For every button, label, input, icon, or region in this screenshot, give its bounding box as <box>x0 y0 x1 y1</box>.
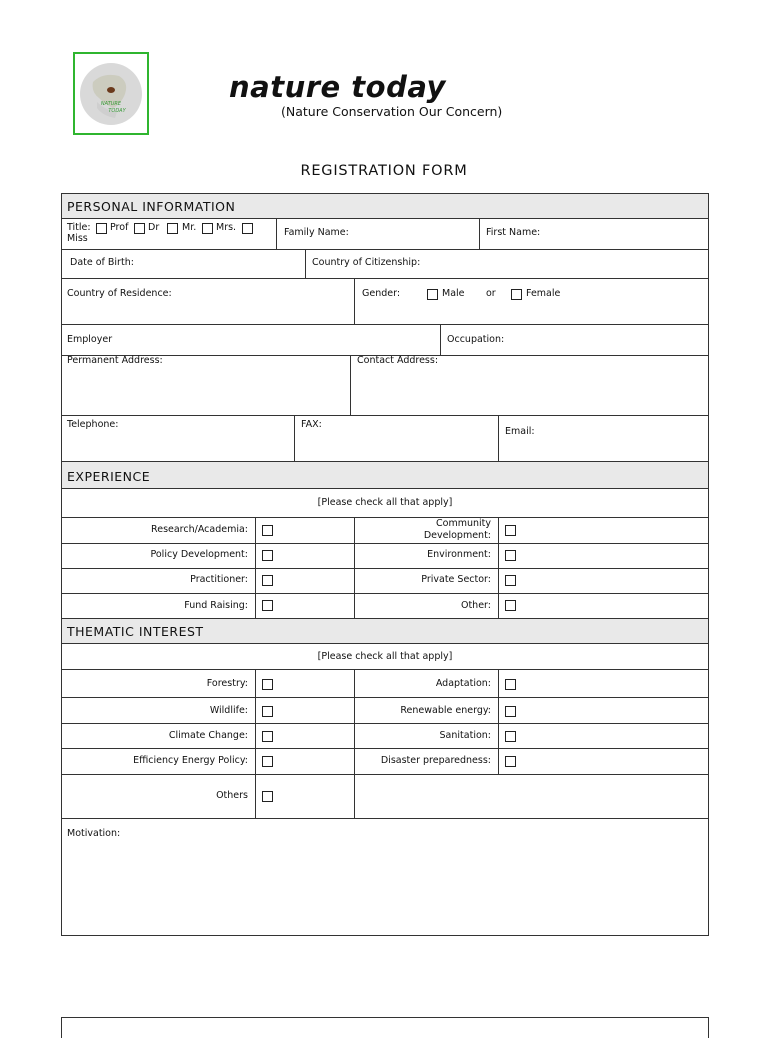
title-label: Title: <box>67 222 91 233</box>
exp-policy-checkbox[interactable] <box>262 550 273 561</box>
exp-environment-checkbox[interactable] <box>505 550 516 561</box>
them-others-label: Others <box>216 790 248 801</box>
them-adaptation-label: Adaptation: <box>435 678 491 689</box>
gender-or-label: or <box>486 288 496 299</box>
brand-subtitle: (Nature Conservation Our Concern) <box>281 104 503 119</box>
telephone-label: Telephone: <box>67 419 119 430</box>
title-miss-checkbox[interactable] <box>242 223 253 234</box>
exp-practitioner-label: Practitioner: <box>190 574 248 585</box>
experience-heading: EXPERIENCE <box>67 469 151 484</box>
them-climate-label: Climate Change: <box>168 730 248 741</box>
exp-fundraising-checkbox[interactable] <box>262 600 273 611</box>
thematic-heading: THEMATIC INTEREST <box>67 624 204 639</box>
title-mrs-label: Mrs. <box>216 222 237 233</box>
first-name-label: First Name: <box>486 227 541 238</box>
exp-policy-label: Policy Development: <box>150 549 248 560</box>
occupation-label: Occupation: <box>447 334 505 345</box>
them-others-checkbox[interactable] <box>262 791 273 802</box>
them-efficiency-checkbox[interactable] <box>262 756 273 767</box>
exp-private-checkbox[interactable] <box>505 575 516 586</box>
gender-female-label: Female <box>526 288 561 299</box>
them-disaster-label: Disaster preparedness: <box>380 755 491 766</box>
exp-research-checkbox[interactable] <box>262 525 273 536</box>
svg-text:NATURE: NATURE <box>100 101 122 107</box>
exp-private-label: Private Sector: <box>421 574 491 585</box>
them-sanitation-label: Sanitation: <box>439 730 491 741</box>
them-forestry-checkbox[interactable] <box>262 679 273 690</box>
gender-female-checkbox[interactable] <box>511 289 522 300</box>
contact-address-label: Contact Address: <box>357 355 439 366</box>
gender-male-checkbox[interactable] <box>427 289 438 300</box>
title-dr-checkbox[interactable] <box>134 223 145 234</box>
them-renewable-checkbox[interactable] <box>505 706 516 717</box>
title-mr-checkbox[interactable] <box>167 223 178 234</box>
exp-other-label: Other: <box>460 600 491 611</box>
title-mr-label: Mr. <box>182 222 197 233</box>
motivation-field[interactable] <box>62 842 708 932</box>
residence-label: Country of Residence: <box>67 288 172 299</box>
them-wildlife-checkbox[interactable] <box>262 706 273 717</box>
svg-text:TODAY: TODAY <box>108 108 126 114</box>
brand-title: nature today <box>229 70 446 104</box>
title-dr-label: Dr <box>148 222 160 233</box>
gender-male-label: Male <box>442 288 465 299</box>
motivation-label: Motivation: <box>67 828 121 839</box>
title-miss-label: Miss <box>67 233 88 244</box>
globe-logo-icon <box>75 54 147 133</box>
exp-other-checkbox[interactable] <box>505 600 516 611</box>
form-title: REGISTRATION FORM <box>300 163 468 179</box>
family-name-label: Family Name: <box>284 227 349 238</box>
them-adaptation-checkbox[interactable] <box>505 679 516 690</box>
employer-label: Employer <box>67 334 113 345</box>
logo <box>73 52 149 135</box>
experience-note: [Please check all that apply] <box>317 497 453 508</box>
them-renewable-label: Renewable energy: <box>400 705 491 716</box>
them-sanitation-checkbox[interactable] <box>505 731 516 742</box>
exp-research-label: Research/Academia: <box>151 524 248 535</box>
exp-community-label-2: Development: <box>423 530 491 541</box>
email-label: Email: <box>505 426 535 437</box>
title-prof-checkbox[interactable] <box>96 223 107 234</box>
them-efficiency-label: Efficiency Energy Policy: <box>133 755 248 766</box>
them-climate-checkbox[interactable] <box>262 731 273 742</box>
personal-heading: PERSONAL INFORMATION <box>67 199 236 214</box>
exp-environment-label: Environment: <box>427 549 491 560</box>
thematic-note: [Please check all that apply] <box>317 651 453 662</box>
them-forestry-label: Forestry: <box>206 678 248 689</box>
citizenship-label: Country of Citizenship: <box>312 257 421 268</box>
fax-label: FAX: <box>301 419 322 430</box>
them-disaster-checkbox[interactable] <box>505 756 516 767</box>
next-section-frame <box>61 1017 709 1038</box>
title-prof-label: Prof <box>110 222 129 233</box>
gender-label: Gender: <box>362 288 401 299</box>
dob-label: Date of Birth: <box>70 257 134 268</box>
title-mrs-checkbox[interactable] <box>202 223 213 234</box>
them-wildlife-label: Wildlife: <box>209 705 248 716</box>
permanent-address-label: Permanent Address: <box>67 355 163 366</box>
exp-community-checkbox[interactable] <box>505 525 516 536</box>
exp-practitioner-checkbox[interactable] <box>262 575 273 586</box>
exp-community-label-1: Community <box>436 518 491 529</box>
form-frame <box>61 193 709 936</box>
exp-fundraising-label: Fund Raising: <box>184 600 248 611</box>
